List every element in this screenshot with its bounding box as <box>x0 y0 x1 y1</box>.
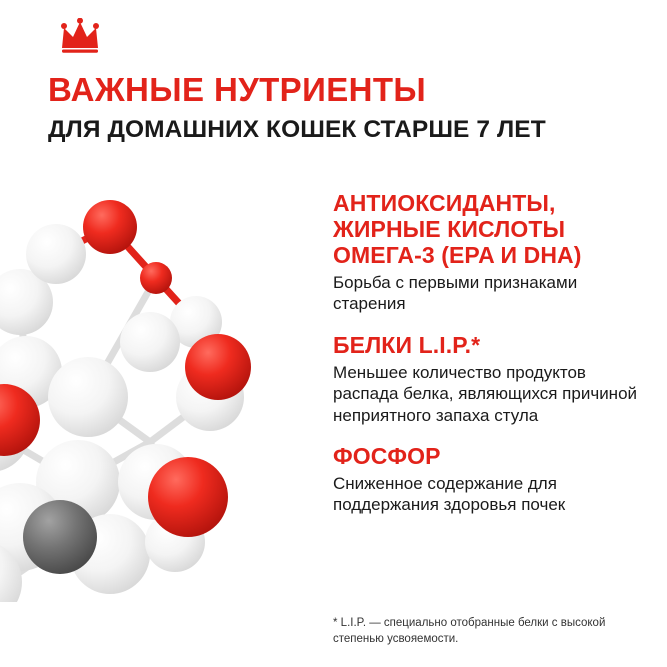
section-antioxidants <box>333 190 651 315</box>
section-heading: ФОСФОР <box>333 442 441 469</box>
page-subtitle: ДЛЯ ДОМАШНИХ КОШЕК СТАРШЕ 7 ЛЕТ <box>48 115 546 143</box>
section-heading: АНТИОКСИДАНТЫ, ЖИРНЫЕ КИСЛОТЫ ОМЕГА-3 (EPA И DHA) <box>333 190 582 268</box>
nutrient-sections <box>333 190 651 533</box>
footnote: * L.I.P. — специально отобранные белки с высокой степенью усвояемости. <box>333 617 606 645</box>
section-body: Сниженное содержание для поддержания здоровья почек <box>333 473 566 515</box>
section-heading: БЕЛКИ L.I.P.* <box>333 331 481 358</box>
section-body: Меньшее количество продуктов распада белка, являющихся причиной неприятного запаха стула <box>333 362 638 425</box>
title-block <box>48 72 628 144</box>
molecule-illustration <box>0 182 320 602</box>
section-phosphorus <box>333 443 651 516</box>
royal-canin-crown-icon <box>48 18 112 54</box>
page-title: ВАЖНЫЕ НУТРИЕНТЫ <box>48 71 427 108</box>
section-body: Борьба с первыми признаками старения <box>333 272 578 314</box>
section-lip-proteins <box>333 332 651 426</box>
